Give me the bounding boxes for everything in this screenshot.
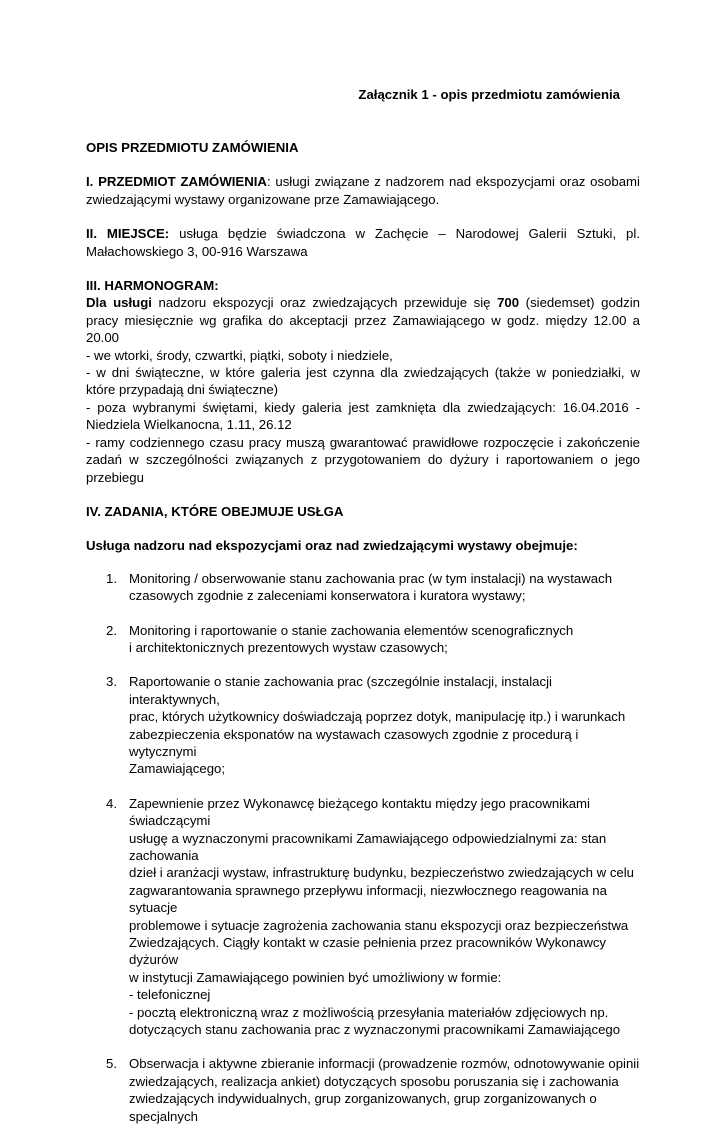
task-line: prac, których użytkownicy doświadczają poprzez dotyk, manipulację itp.) i warunkach (129, 709, 626, 725)
task-line: i architektonicznych prezentowych wystaw czasowych; (129, 639, 448, 655)
schedule-line: - we wtorki, środy, czwartki, piątki, soboty i niedziele, (86, 347, 393, 363)
task-item (86, 622, 640, 657)
section-place-text: usługa będzie świadczona w Zachęcie – Narodowej Galerii Sztuki, pl. Małachowskiego 3, 00-916 Warszawa (86, 226, 640, 259)
task-number: 1. (106, 570, 117, 586)
task-item (86, 1055, 640, 1125)
task-line: - pocztą elektroniczną wraz z możliwością przesyłania materiałów zdjęciowych np. (129, 1004, 609, 1020)
schedule-line: - ramy codziennego czasu pracy muszą gwarantować prawidłowe rozpoczęcie i zakończenie zadań w szczególności związanych z przygotowaniem do dyżury i raportowaniem o jego przebiegu (86, 434, 640, 485)
tasks-list (86, 570, 640, 1125)
task-line: Obserwacja i aktywne zbieranie informacji (prowadzenie rozmów, odnotowywanie opinii (129, 1056, 640, 1072)
task-line: Zapewnienie przez Wykonawcę bieżącego kontaktu między jego pracownikami świadczącymi (129, 795, 590, 829)
task-line: zwiedzających, realizacja ankiet) dotyczących sposobu poruszania się i zachowania (129, 1073, 619, 1089)
schedule-lead (86, 294, 640, 346)
task-number: 4. (106, 795, 117, 811)
task-line: problemowe i sytuacje zagrożenia zachowania stanu ekspozycji oraz bezpieczeństwa (129, 917, 629, 933)
schedule-lead-text-2: (siedemset) godzin pracy miesięcznie wg grafika do akceptacji przez Zamawiającego w godz. między 12.00 a 20.00 (86, 295, 641, 346)
document-title: OPIS PRZEDMIOTU ZAMÓWIENIA (86, 140, 299, 155)
schedule-line: - w dni świąteczne, w które galeria jest czynna dla zwiedzających (także w poniedziałki, w które przypadają dni świąteczne) (86, 365, 640, 398)
task-line: zwiedzających indywidualnych, grup zorganizowanych, grup zorganizowanych o specjalnych (129, 1091, 597, 1124)
task-line: w instytucji Zamawiającego powinien być umożliwiony w formie: (129, 969, 502, 985)
tasks-subheading: Usługa nadzoru nad ekspozycjami oraz nad zwiedzającymi wystawy obejmuje: (86, 538, 578, 554)
task-item (86, 570, 640, 605)
task-line: zagwarantowania sprawnego przepływu informacji, niezwłocznego reagowania na sytuacje (129, 882, 607, 916)
schedule-hours: 700 (497, 295, 520, 311)
section-place-label: II. MIEJSCE: (86, 226, 170, 242)
task-line: dzieł i aranżacji wystaw, infrastrukturę budynku, bezpieczeństwo zwiedzających w celu (129, 865, 635, 881)
section-schedule (86, 277, 640, 486)
schedule-lead-text: nadzoru ekspozycji oraz zwiedzających przewiduje się (151, 295, 498, 311)
schedule-line: - poza wybranymi świętami, kiedy galeria jest zamknięta dla zwiedzających: 16.04.2016 - Niedziela Wielkanocna, 1.11, 26.12 (86, 399, 640, 433)
task-line: Monitoring / obserwowanie stanu zachowania prac (w tym instalacji) na wystawach (129, 570, 613, 586)
task-line: czasowych zgodnie z zaleceniami konserwatora i kuratora wystawy; (129, 588, 526, 604)
task-line: usługę a wyznaczonymi pracownikami Zamawiającego odpowiedzialnymi za: stan zachowania (129, 830, 607, 863)
tasks-heading: IV. ZADANIA, KTÓRE OBEJMUJE USŁGA (86, 503, 344, 519)
task-line: Zwiedzających. Ciągły kontakt w czasie pełnienia przez pracowników Wykonawcy dyżurów (129, 935, 607, 968)
schedule-heading: III. HARMONOGRAM: (86, 278, 219, 294)
section-subject-text: : usługi związane z nadzorem nad ekspozycjami oraz osobami zwiedzającymi wystawy organizowane prze Zamawiającego. (86, 174, 640, 207)
section-subject-label: I. PRZEDMIOT ZAMÓWIENIA (86, 174, 267, 190)
task-number: 2. (106, 622, 117, 638)
task-line: Zamawiającego; (129, 761, 226, 777)
task-item (86, 673, 640, 777)
task-line: zabezpieczenia eksponatów na wystawach czasowych zgodnie z procedurą i wytycznymi (129, 726, 579, 759)
task-line: Monitoring i raportowanie o stanie zachowania elementów scenograficznych (129, 622, 574, 638)
schedule-lead-bold: Dla usługi (86, 295, 152, 311)
task-item (86, 795, 640, 1039)
task-line: dotyczących stanu zachowania prac z wyznaczonymi pracownikami Zamawiającego (129, 1022, 621, 1038)
task-line: Raportowanie o stanie zachowania prac (szczególnie instalacji, instalacji interaktywnych, (129, 674, 552, 707)
document-content (86, 139, 640, 1125)
task-number: 3. (106, 674, 117, 690)
task-number: 5. (106, 1056, 117, 1072)
section-place (86, 225, 640, 260)
attachment-title: Załącznik 1 - opis przedmiotu zamówienia (358, 87, 620, 102)
section-subject (86, 173, 640, 208)
task-line: - telefonicznej (129, 987, 211, 1003)
